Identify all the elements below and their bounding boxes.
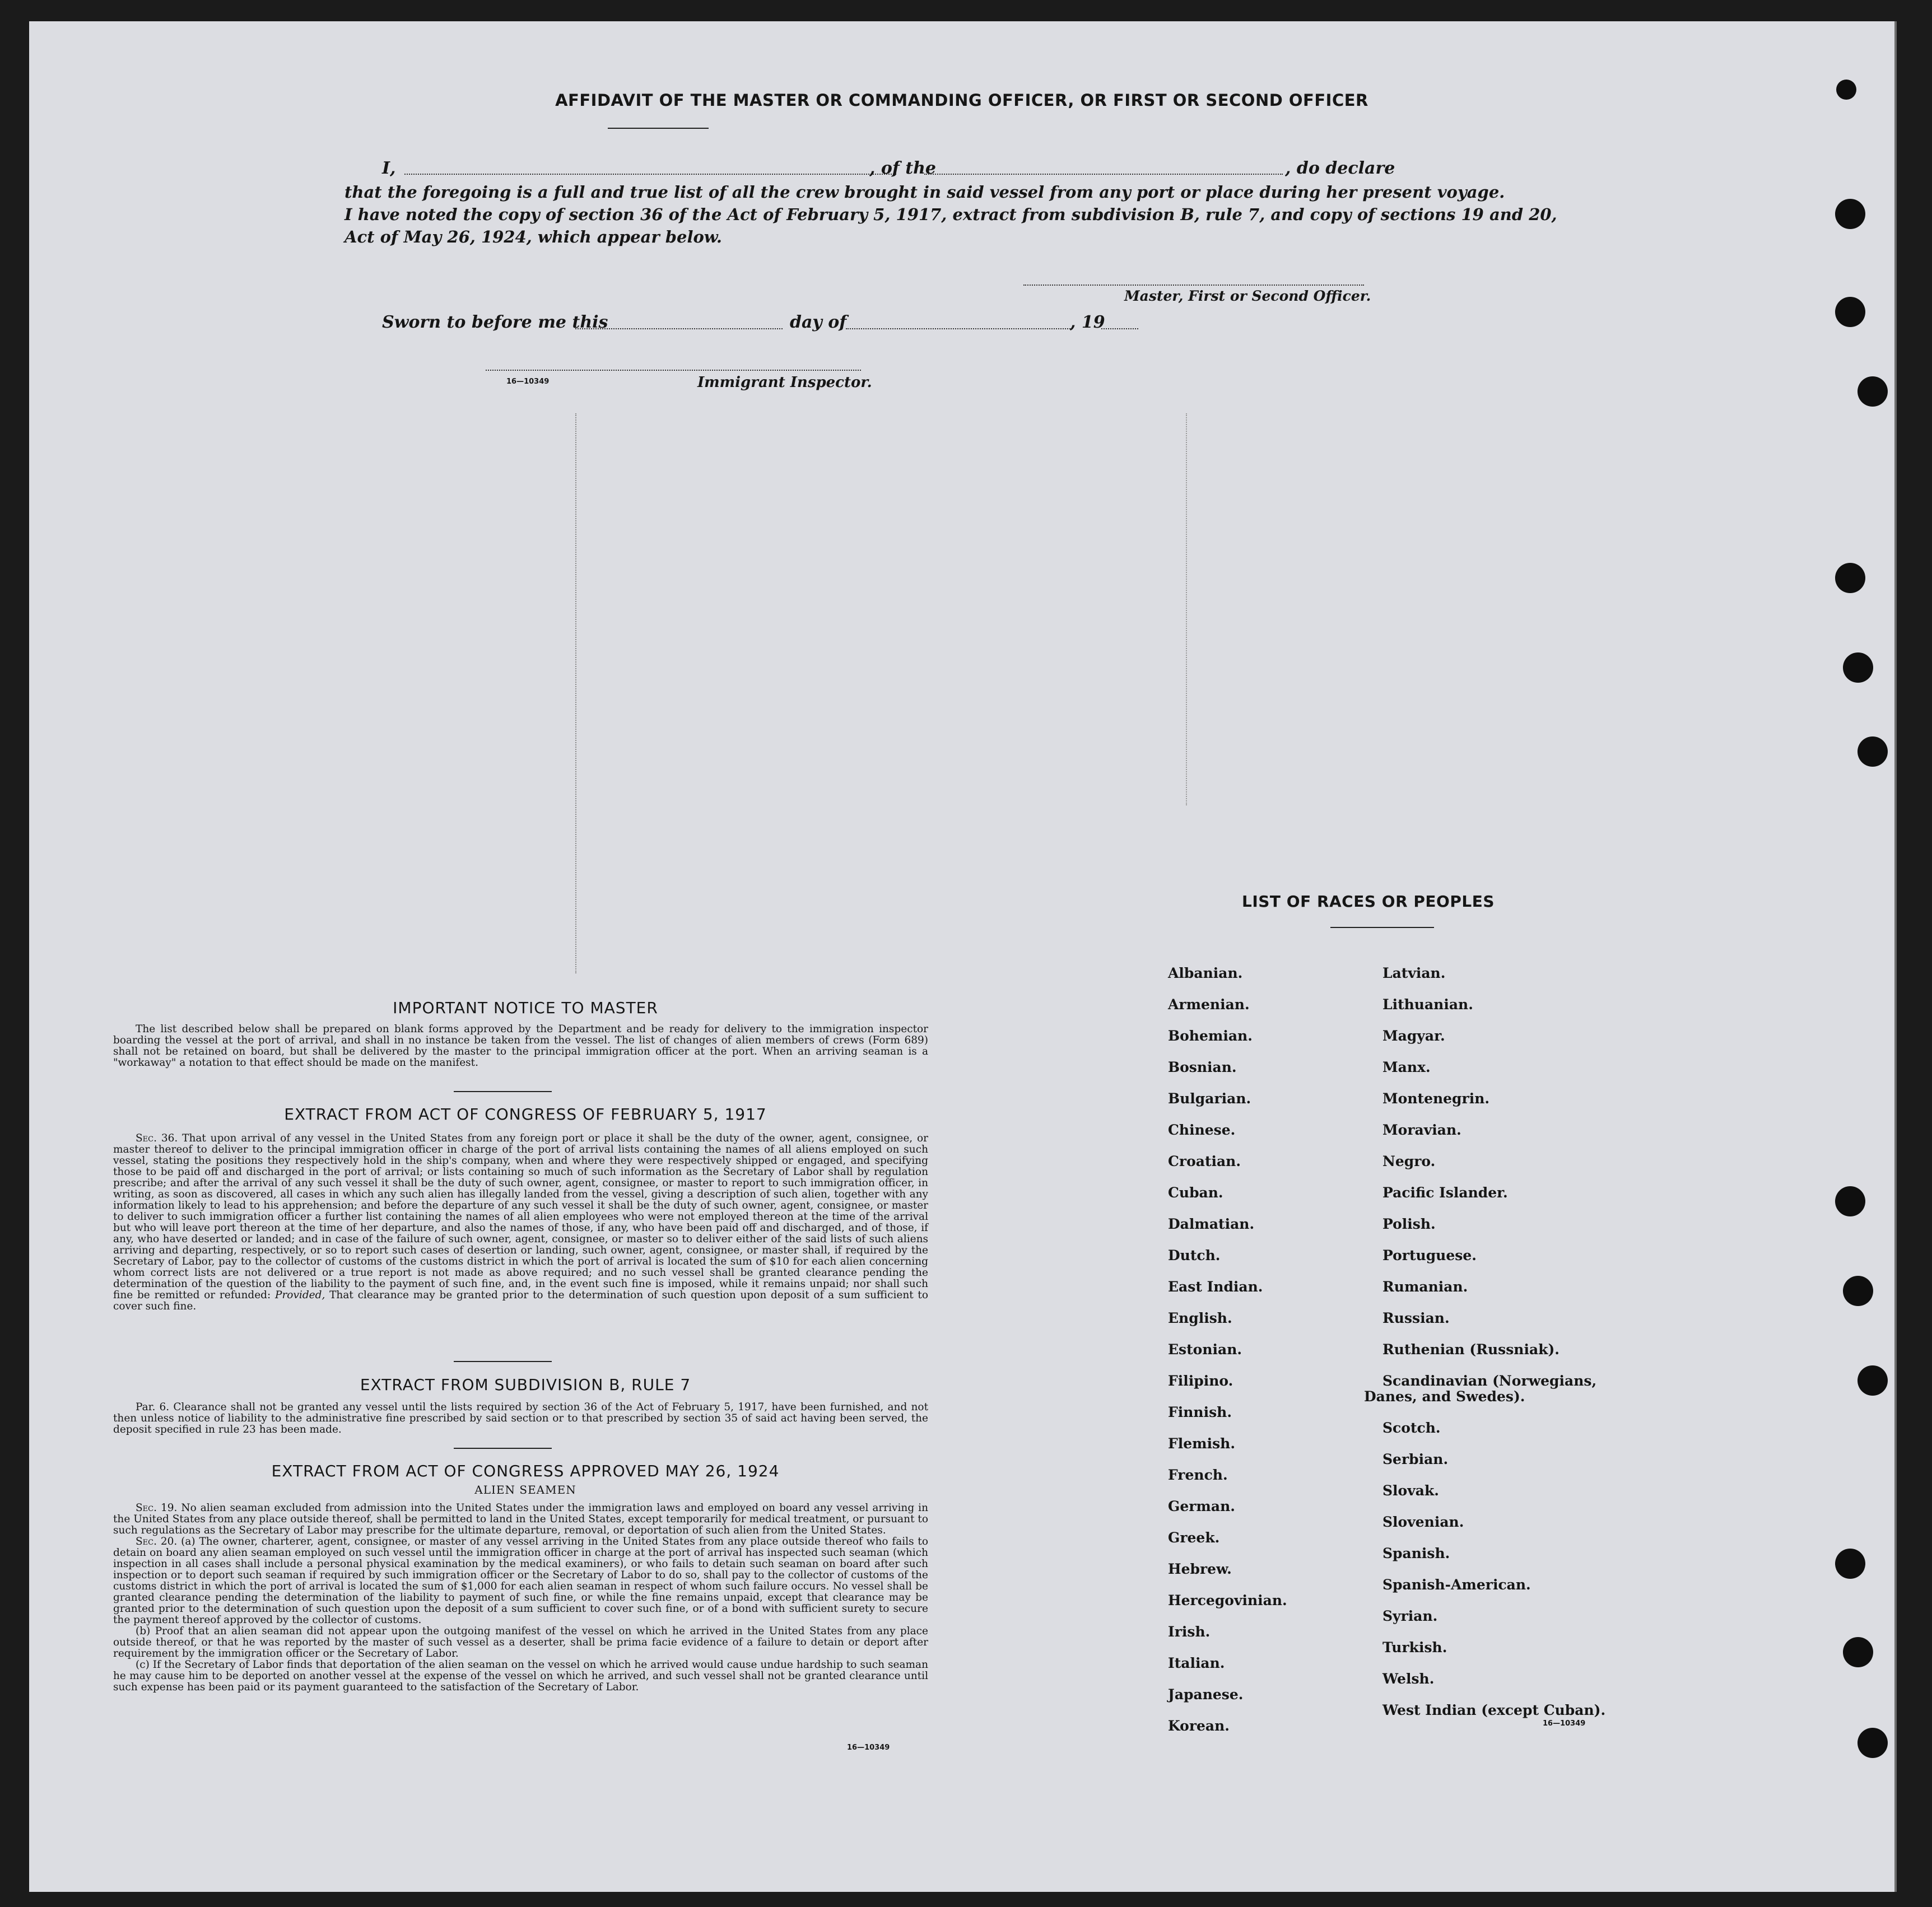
extract-1917-text: Sec. 36. That upon arrival of any vessel in the United States from any foreign port or place it shall be the duty of the owner, agent, consignee, or master thereof to deliver to the principal immigration officer in charge of the port of arrival lists containing the names of all aliens employed on such vessel, stating the positions they respectively hold in the ship's company, when and where they were respectively shipped or engaged, and specifying those to be paid off and discharged in the port of arrival; or lists containing so much of such information as the Secretary of Labor shall by regulation prescribe; and after the arrival of any such vessel it shall be the duty of such owner, agent, consignee, or master to report to such immigration officer, in writing, as soon as discovered, all cases in which any such alien has illegally landed from the vessel, giving a description of such alien, together with any information likely to lead to his apprehension; and before the departure of any such vessel it shall be the duty of such owner, agent, consignee, or master to deliver to such immigration officer a further list containing the names of all alien employees who were not employed thereon at the time of the arrival but who will leave port thereon at the time of her departure, and also the names of those, if any, who have been paid off and discharged, and of those, if any, who have deserted or landed; and in case of the failure of such owner, agent, consignee, or master so to deliver either of the said lists of such aliens arriving and departing, respectively, or so to report such cases of desertion or landing, such owner, agent, consignee, or master shall, if required by the Secretary of Labor, pay to the collector of customs of the customs district in which the port of arrival is located the sum of $10 for each alien concerning whom correct lists are not delivered or a true report is not made as above required; and no such vessel shall be granted clearance pending the determination of the question of the liability to the payment of such fine, and, in the event such fine is imposed, while it remains unpaid; nor shall such fine be remitted or refunded: Provided, That clearance may be granted prior to the determination of such question upon deposit of a sum sufficient to cover such fine. bbox=[113, 1132, 928, 1312]
race-item: Portuguese. bbox=[1382, 1247, 1477, 1263]
race-item: Finnish. bbox=[1168, 1404, 1232, 1420]
master-signature-blank[interactable] bbox=[1023, 285, 1364, 286]
year-blank[interactable] bbox=[1101, 328, 1138, 329]
notice-heading: IMPORTANT NOTICE TO MASTER bbox=[393, 999, 658, 1017]
punch-hole bbox=[1857, 736, 1888, 767]
race-item: Spanish. bbox=[1382, 1545, 1450, 1561]
race-item: Serbian. bbox=[1382, 1451, 1449, 1467]
race-item: Japanese. bbox=[1168, 1686, 1244, 1703]
sworn-day-blank[interactable] bbox=[575, 328, 783, 329]
affidavit-line-2: that the foregoing is a full and true list of all the crew brought in said vessel from any port or place during her present voyage. bbox=[344, 183, 1505, 202]
race-item: Ruthenian (Russniak). bbox=[1382, 1341, 1559, 1358]
race-item: Danes, and Swedes). bbox=[1364, 1388, 1525, 1405]
race-item: Scandinavian (Norwegians, bbox=[1382, 1373, 1597, 1389]
race-item: Cuban. bbox=[1168, 1185, 1223, 1201]
race-item: Spanish-American. bbox=[1382, 1577, 1531, 1593]
punch-hole bbox=[1835, 199, 1865, 229]
race-item: Armenian. bbox=[1168, 996, 1250, 1013]
punch-hole bbox=[1857, 376, 1888, 407]
punch-hole bbox=[1843, 1276, 1873, 1306]
race-item: East Indian. bbox=[1168, 1279, 1263, 1295]
notice-text: The list described below shall be prepared on blank forms approved by the Department and be ready for delivery to the immigration inspector boarding the vessel at the port of arrival, and shall in no instance be taken from the vessel. The list of changes of alien members of crews (Form 689) shall not be retained on board, but shall be delivered by the master to the principal immigration officer at the port. When an arriving seaman is a "workaway" a notation to that effect should be made on the manifest. bbox=[113, 1023, 928, 1069]
sworn-text: Sworn to before me this bbox=[382, 313, 608, 332]
punch-hole bbox=[1857, 1365, 1888, 1396]
race-item: Latvian. bbox=[1382, 965, 1446, 981]
race-item: Estonian. bbox=[1168, 1341, 1242, 1358]
affidavit-line-4: Act of May 26, 1924, which appear below. bbox=[344, 227, 722, 246]
divider bbox=[608, 128, 709, 129]
race-item: Croatian. bbox=[1168, 1153, 1241, 1169]
race-item: Manx. bbox=[1382, 1059, 1431, 1075]
sworn-year: , 19 bbox=[1070, 313, 1105, 332]
rule7-text: Par. 6. Clearance shall not be granted any vessel until the lists required by section 36 of the Act of February 5, 1917, have been furnished, and not then unless notice of liability to the administrative fine prescribed by said section or to that prescribed by section 35 of said act having been served, the deposit specified in rule 23 has been made. bbox=[113, 1401, 928, 1435]
race-item: Korean. bbox=[1168, 1718, 1230, 1734]
race-item: Hercegovinian. bbox=[1168, 1592, 1287, 1608]
vessel-blank[interactable] bbox=[924, 174, 1283, 175]
punch-hole bbox=[1857, 1728, 1888, 1758]
punch-hole bbox=[1843, 652, 1873, 683]
master-label: Master, First or Second Officer. bbox=[1124, 288, 1371, 304]
sworn-day-of: day of bbox=[790, 313, 847, 332]
race-item: Bohemian. bbox=[1168, 1028, 1253, 1044]
race-item: Flemish. bbox=[1168, 1435, 1236, 1452]
inspector-label: Immigrant Inspector. bbox=[697, 374, 872, 391]
race-item: Rumanian. bbox=[1382, 1279, 1468, 1295]
race-item: Negro. bbox=[1382, 1153, 1436, 1169]
punch-hole bbox=[1836, 80, 1856, 100]
rule7-heading: EXTRACT FROM SUBDIVISION B, RULE 7 bbox=[360, 1376, 691, 1394]
section-label: Sec. 36. bbox=[136, 1132, 178, 1144]
race-item: Hebrew. bbox=[1168, 1561, 1232, 1577]
extract-1924-heading: EXTRACT FROM ACT OF CONGRESS APPROVED MAY 26, 1924 bbox=[271, 1462, 780, 1480]
race-item: Moravian. bbox=[1382, 1122, 1461, 1138]
race-item: Magyar. bbox=[1382, 1028, 1445, 1044]
affidavit-of-the: , of the bbox=[869, 158, 937, 178]
race-item: Bulgarian. bbox=[1168, 1090, 1251, 1107]
race-item: Greek. bbox=[1168, 1530, 1220, 1546]
punch-hole bbox=[1835, 1549, 1865, 1579]
race-item: Slovenian. bbox=[1382, 1514, 1464, 1530]
race-item: Bosnian. bbox=[1168, 1059, 1237, 1075]
race-item: Albanian. bbox=[1168, 965, 1243, 981]
race-item: Turkish. bbox=[1382, 1639, 1447, 1656]
race-item: French. bbox=[1168, 1467, 1228, 1483]
race-item: West Indian (except Cuban). bbox=[1382, 1702, 1606, 1718]
divider bbox=[454, 1091, 552, 1092]
fold-mark bbox=[1186, 413, 1188, 805]
race-item: Russian. bbox=[1382, 1310, 1450, 1326]
race-item: Italian. bbox=[1168, 1655, 1225, 1671]
race-item: Welsh. bbox=[1382, 1671, 1435, 1687]
race-item: Montenegrin. bbox=[1382, 1090, 1490, 1107]
sworn-month-blank[interactable] bbox=[846, 328, 1073, 329]
race-item: Polish. bbox=[1382, 1216, 1436, 1232]
extract-1924-text: Sec. 19. No alien seaman excluded from admission into the United States under the immigration laws and employed on board any vessel arriving in the United States from any place outside thereof, shall be permitted to land in the United States, except temporarily for medical treatment, or pursuant to such regulations as the Secretary of Labor may prescribe for the ultimate departure, removal, or deportation of such alien from the United States. Sec. 20. (a) The owner, charterer, agent, consignee, or master of any vessel arriving in the United States from any place outside thereof who fails to detain on board any alien seaman employed on such vessel until the immigration officer in charge at the port of arrival has inspected such seaman (which inspection in all cases shall include a personal physical examination by the medical examiners), or who fails to detain such seaman on board after such inspection or to deport such seaman if required by such immigration officer or the Secretary of Labor to do so, shall pay to the collector of customs of the customs district in which the port of arrival is located the sum of $1,000 for each alien seaman in respect of whom such failure occurs. No vessel shall be granted clearance pending the determination of the liability to payment of such fine, or while the fine remains unpaid, except that clearance may be granted prior to the determination of such question upon the deposit of a sum sufficient to cover such fine, or of a bond with sufficient surety to secure the payment thereof approved by the collector of customs. (b) Proof that an alien seaman did not appear upon the outgoing manifest of the vessel on which he arrived in the United States from any place outside thereof, or that he was reported by the master of such vessel as a deserter, shall be prima facie evidence of a failure to detain or deport after requirement by the immigration officer or the Secretary of Labor. (c) If the Secretary of Labor finds that deportation of the alien seaman on the vessel on which he arrived would cause undue hardship to such seaman he may cause him to be deported on another vessel at the expense of the vessel on which he arrived, and such vessel shall not be granted clearance until such expense has been paid or its payment guaranteed to the satisfaction of the Secretary of Labor. bbox=[113, 1502, 928, 1693]
affidavit-declare: , do declare bbox=[1285, 158, 1395, 178]
race-item: German. bbox=[1168, 1498, 1235, 1514]
race-item: English. bbox=[1168, 1310, 1232, 1326]
race-item: Dutch. bbox=[1168, 1247, 1221, 1263]
name-blank[interactable] bbox=[404, 174, 896, 175]
race-item: Irish. bbox=[1168, 1624, 1211, 1640]
document-page bbox=[29, 21, 1897, 1892]
punch-hole bbox=[1835, 297, 1865, 327]
race-item: Lithuanian. bbox=[1382, 996, 1473, 1013]
alien-seamen-subheading: ALIEN SEAMEN bbox=[474, 1483, 576, 1496]
affidavit-line-3: I have noted the copy of section 36 of the Act of February 5, 1917, extract from subdivision B, rule 7, and copy of sections 19 and 20, bbox=[344, 205, 1557, 224]
punch-hole bbox=[1835, 1186, 1865, 1216]
inspector-signature-blank[interactable] bbox=[486, 370, 861, 371]
divider bbox=[454, 1448, 552, 1449]
divider bbox=[454, 1361, 552, 1362]
race-item: Pacific Islander. bbox=[1382, 1185, 1508, 1201]
races-heading: LIST OF RACES OR PEOPLES bbox=[1242, 892, 1495, 911]
fold-mark bbox=[575, 413, 578, 973]
form-number-races: 16—10349 bbox=[1543, 1719, 1586, 1728]
form-number-top: 16—10349 bbox=[506, 377, 550, 386]
race-item: Slovak. bbox=[1382, 1482, 1439, 1499]
affidavit-i: I, bbox=[382, 158, 396, 178]
form-number-bottom-left: 16—10349 bbox=[847, 1743, 890, 1752]
race-item: Filipino. bbox=[1168, 1373, 1233, 1389]
race-item: Scotch. bbox=[1382, 1420, 1441, 1436]
punch-hole bbox=[1843, 1637, 1873, 1667]
race-item: Syrian. bbox=[1382, 1608, 1438, 1624]
affidavit-heading: AFFIDAVIT OF THE MASTER OR COMMANDING OFFICER, OR FIRST OR SECOND OFFICER bbox=[555, 91, 1368, 110]
divider bbox=[1330, 927, 1434, 928]
extract-1917-heading: EXTRACT FROM ACT OF CONGRESS OF FEBRUARY 5, 1917 bbox=[284, 1105, 767, 1123]
race-item: Dalmatian. bbox=[1168, 1216, 1255, 1232]
race-item: Chinese. bbox=[1168, 1122, 1236, 1138]
punch-hole bbox=[1835, 563, 1865, 593]
